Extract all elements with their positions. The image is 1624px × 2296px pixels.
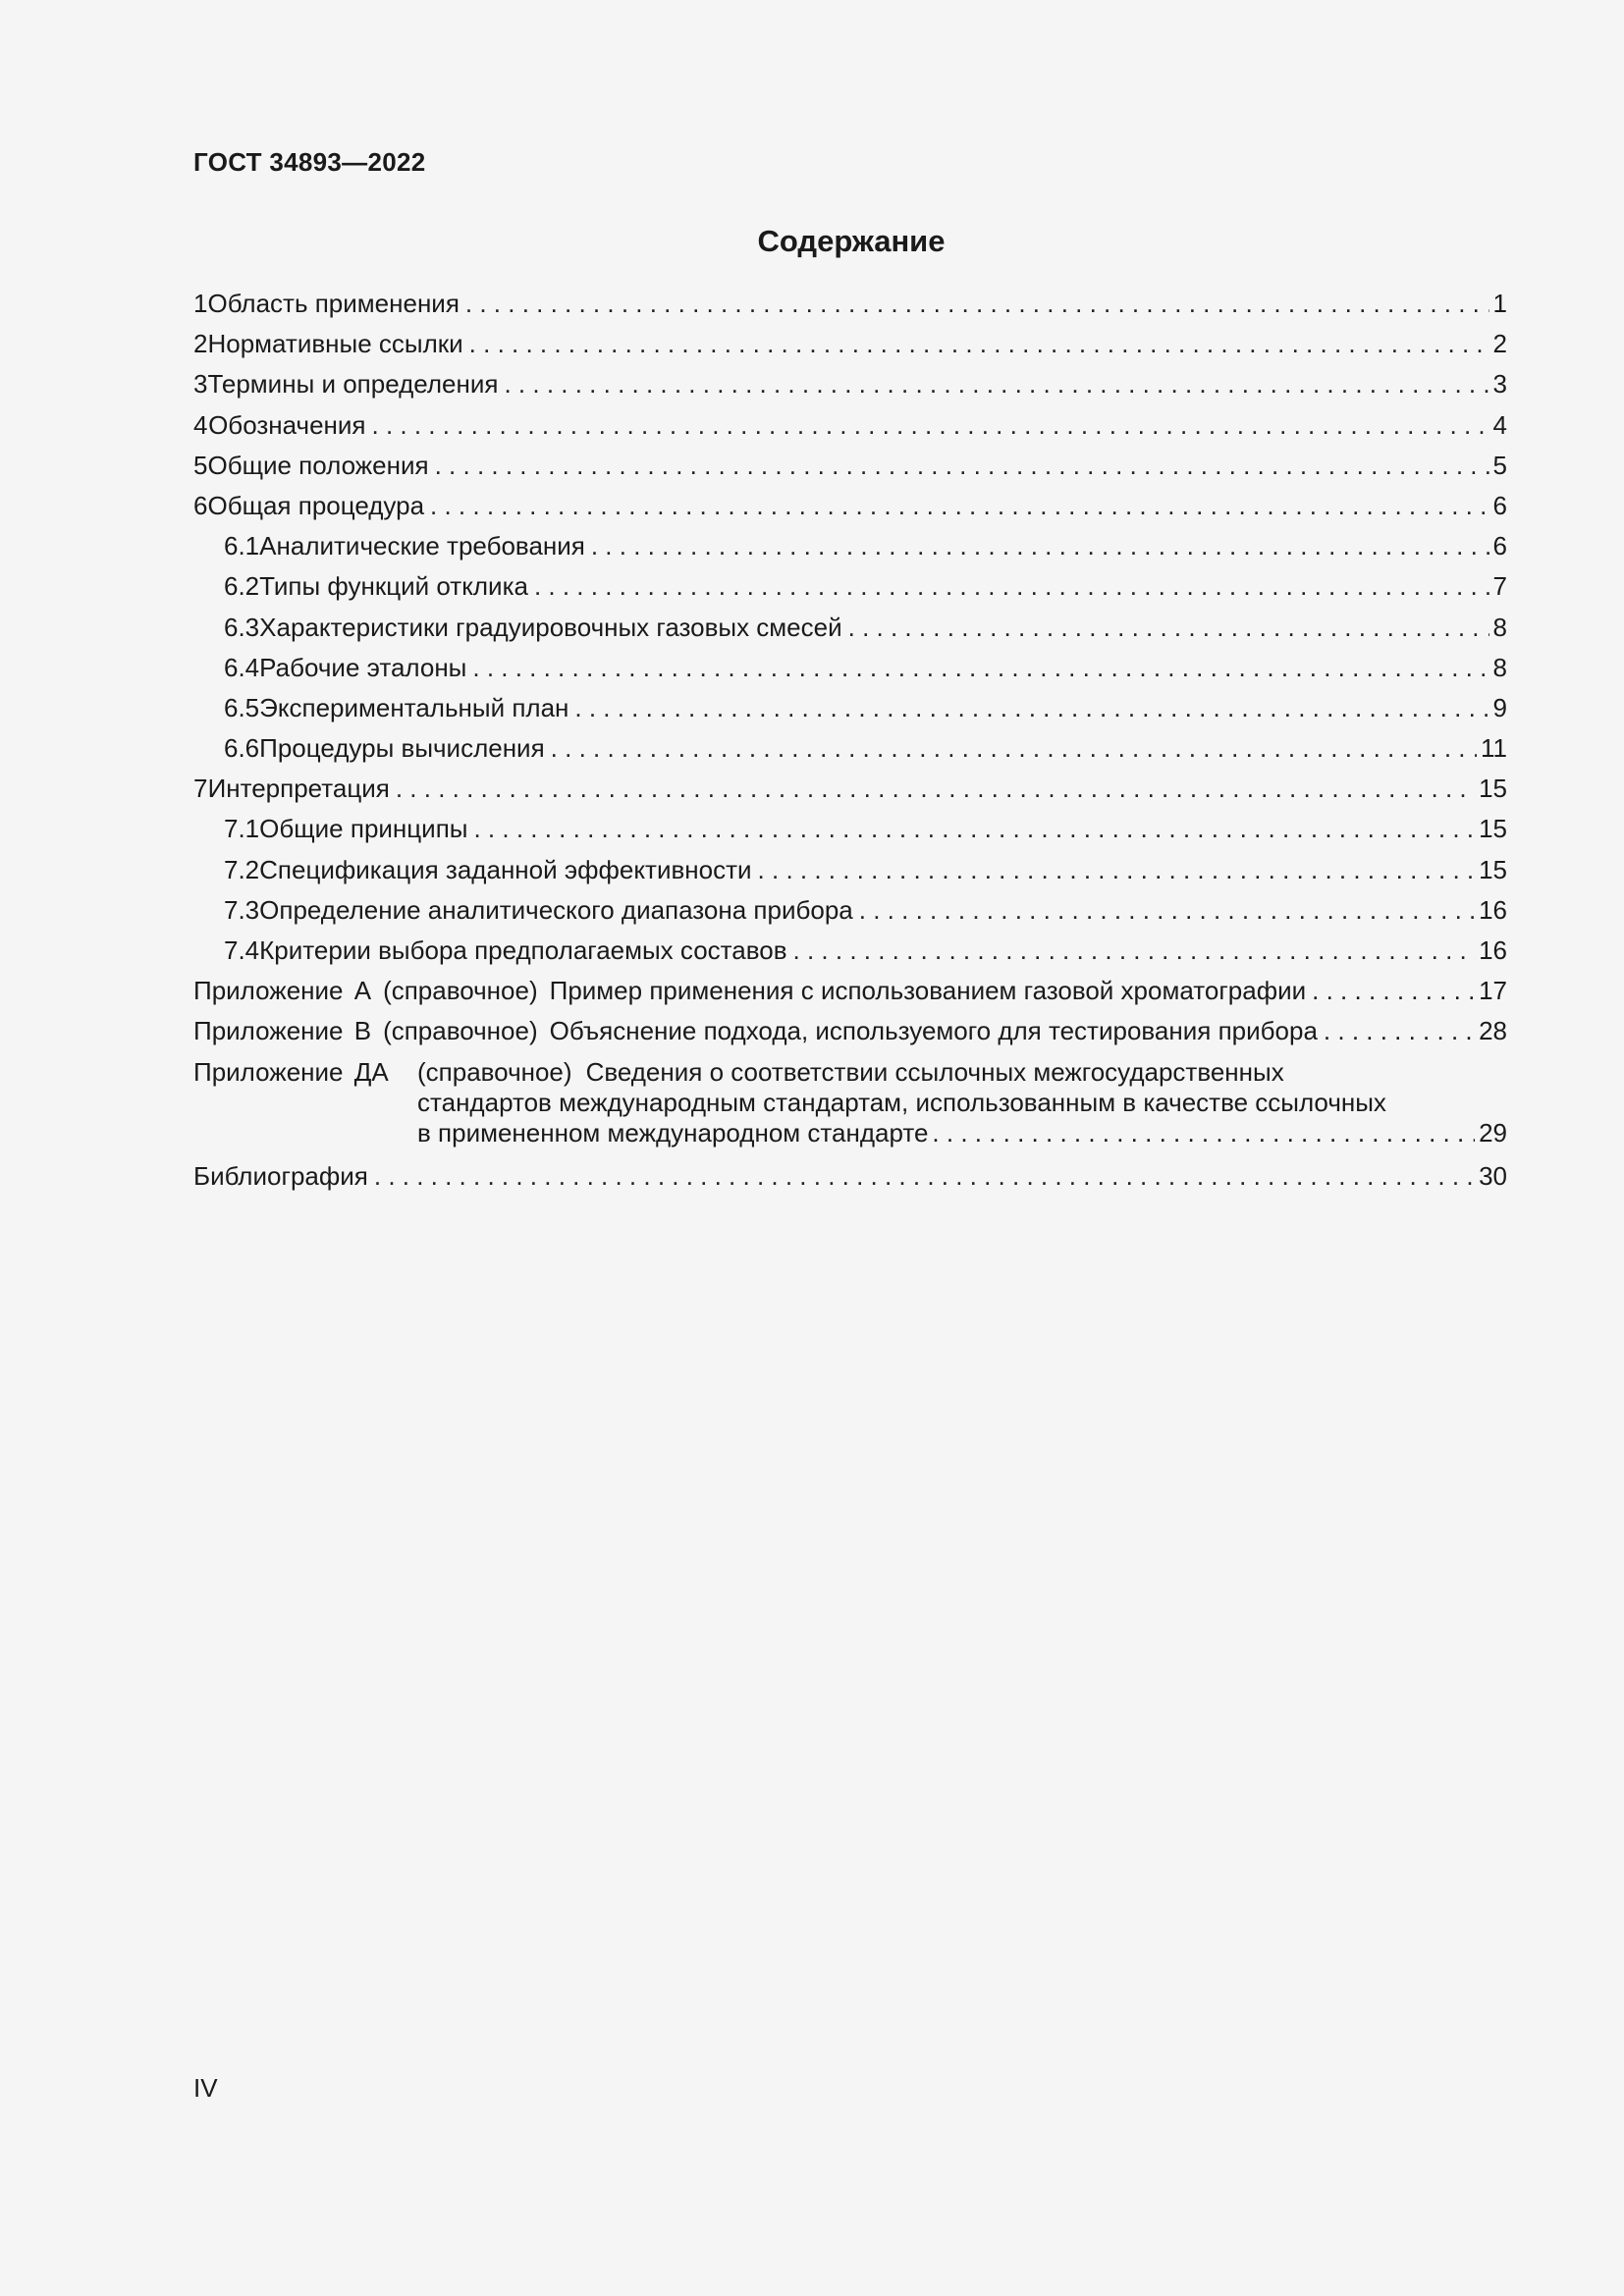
toc-entry-page: 9 [1492, 692, 1507, 722]
toc-entry-page: 15 [1479, 774, 1507, 804]
toc-entry-title: Критерии выбора предполагаемых составов [259, 935, 787, 965]
toc-subentry[interactable] [193, 931, 1507, 971]
toc-entry-number: 6.2 [224, 571, 260, 602]
annex-title: Объяснение подхода, используемого для тестирования прибора [549, 1016, 1318, 1046]
toc-subentry[interactable] [193, 850, 1507, 890]
dot-leader [591, 526, 1489, 566]
annex-page: 17 [1479, 976, 1507, 1006]
toc-entry-page: 3 [1492, 369, 1507, 400]
annex-title-line-3: в примененном международном стандарте [417, 1117, 929, 1148]
toc-entry-page: 15 [1479, 854, 1507, 884]
toc-entry-title: Процедуры вычисления [259, 733, 545, 764]
dot-leader [396, 769, 1475, 809]
dot-leader [504, 364, 1489, 404]
toc-entry-number: 6.4 [224, 652, 260, 682]
toc-entry-page: 6 [1492, 490, 1507, 520]
bibliography-title: Библиография [193, 1160, 368, 1191]
toc-subentry[interactable] [193, 728, 1507, 769]
annex-title-line-2: стандартов международным стандартам, использованным в качестве ссылочных [417, 1087, 1386, 1117]
dot-leader [793, 931, 1476, 971]
toc-entry-title: Общие положения [207, 450, 429, 480]
dot-leader [932, 1118, 1475, 1148]
toc-entry-page: 2 [1492, 329, 1507, 359]
toc-subentry[interactable] [193, 566, 1507, 607]
toc-entry-title: Аналитические требования [259, 531, 585, 561]
toc-subentry[interactable] [193, 648, 1507, 688]
toc-annex-a[interactable] [193, 971, 1507, 1011]
toc-entry-page: 8 [1492, 652, 1507, 682]
toc-entry[interactable] [193, 486, 1507, 526]
toc-entry-page: 5 [1492, 450, 1507, 480]
toc-entry[interactable] [193, 446, 1507, 486]
toc-subentry[interactable] [193, 608, 1507, 648]
toc-entry-number: 7.4 [224, 935, 260, 965]
toc-entry-number: 7.2 [224, 854, 260, 884]
toc-entry-title: Определение аналитического диапазона прибора [259, 894, 853, 925]
toc-entry-number: 6 [193, 490, 208, 520]
toc-subentry[interactable] [193, 688, 1507, 728]
annex-type: (справочное) [383, 976, 538, 1006]
toc-entry-number: 6.1 [224, 531, 260, 561]
toc-entry-title: Термины и определения [207, 369, 499, 400]
toc-annex-b[interactable] [193, 1011, 1507, 1051]
toc-entry[interactable] [193, 364, 1507, 404]
toc-entry-number: 7.3 [224, 894, 260, 925]
toc-entry-number: 4 [193, 409, 208, 440]
toc-entry-number: 6.5 [224, 692, 260, 722]
annex-title: Пример применения с использованием газовой хроматографии [549, 976, 1307, 1006]
toc-entry-page: 4 [1492, 409, 1507, 440]
annex-title-line-1: Сведения о соответствии ссылочных межгосударственных [585, 1056, 1284, 1087]
dot-leader [435, 446, 1489, 486]
dot-leader [551, 728, 1477, 769]
toc-entry[interactable] [193, 769, 1507, 809]
table-of-contents [193, 284, 1507, 1197]
toc-entry-title: Типы функций отклика [259, 571, 528, 602]
toc-subentry[interactable] [193, 890, 1507, 931]
toc-entry-page: 8 [1492, 612, 1507, 642]
document-code: ГОСТ 34893—2022 [193, 147, 426, 177]
toc-entry-title: Рабочие эталоны [259, 652, 467, 682]
annex-label: Приложение В [193, 1016, 372, 1046]
annex-label: Приложение ДА [193, 1056, 389, 1087]
toc-entry-title: Общая процедура [207, 490, 425, 520]
toc-entry-page: 16 [1479, 935, 1507, 965]
toc-entry-title: Спецификация заданной эффективности [259, 854, 752, 884]
dot-leader [374, 1156, 1475, 1197]
annex-page: 29 [1479, 1117, 1507, 1148]
toc-entry-title: Область применения [207, 289, 460, 318]
toc-entry-number: 5 [193, 450, 208, 480]
toc-entry-page: 15 [1479, 814, 1507, 844]
toc-entry-title: Общие принципы [259, 814, 468, 844]
toc-entry-number: 3 [193, 369, 208, 400]
toc-title: Содержание [757, 224, 946, 258]
toc-entry-title: Характеристики градуировочных газовых смесей [259, 612, 842, 642]
dot-leader [472, 648, 1489, 688]
toc-entry-title: Обозначения [208, 409, 366, 440]
toc-bibliography[interactable] [193, 1156, 1507, 1197]
annex-type: (справочное) [383, 1016, 538, 1046]
toc-entry-page: 11 [1481, 733, 1507, 764]
toc-entry[interactable] [193, 405, 1507, 446]
toc-entry-number: 1 [193, 289, 208, 318]
toc-entry-number: 2 [193, 329, 208, 359]
dot-leader [1324, 1011, 1475, 1051]
dot-leader [465, 284, 1489, 324]
toc-entry-number: 7.1 [224, 814, 260, 844]
toc-entry-title: Экспериментальный план [259, 692, 569, 722]
toc-entry-page: 1 [1492, 289, 1507, 318]
dot-leader [859, 890, 1475, 931]
toc-entry-number: 6.3 [224, 612, 260, 642]
annex-type: (справочное) [417, 1056, 572, 1087]
toc-entry[interactable] [193, 324, 1507, 364]
toc-entry-page: 6 [1492, 531, 1507, 561]
dot-leader [1312, 971, 1475, 1011]
toc-entry-title: Нормативные ссылки [207, 329, 463, 359]
dot-leader [574, 688, 1489, 728]
toc-subentry[interactable] [193, 809, 1507, 849]
toc-entry-number: 7 [193, 774, 208, 804]
annex-page: 28 [1479, 1016, 1507, 1046]
dot-leader [469, 324, 1489, 364]
toc-entry[interactable] [193, 284, 1507, 324]
toc-annex-da[interactable] [193, 1057, 1507, 1148]
dot-leader [430, 486, 1489, 526]
annex-label: Приложение А [193, 976, 372, 1006]
bibliography-page: 30 [1479, 1160, 1507, 1191]
toc-entry-number: 6.6 [224, 733, 260, 764]
toc-entry-title: Интерпретация [207, 774, 390, 804]
dot-leader [473, 809, 1475, 849]
toc-entry-page: 7 [1492, 571, 1507, 602]
dot-leader [848, 608, 1489, 648]
toc-entry-page: 16 [1479, 894, 1507, 925]
dot-leader [372, 405, 1489, 446]
dot-leader [534, 566, 1489, 607]
page-number: IV [193, 2073, 218, 2103]
toc-subentry[interactable] [193, 526, 1507, 566]
dot-leader [758, 850, 1476, 890]
